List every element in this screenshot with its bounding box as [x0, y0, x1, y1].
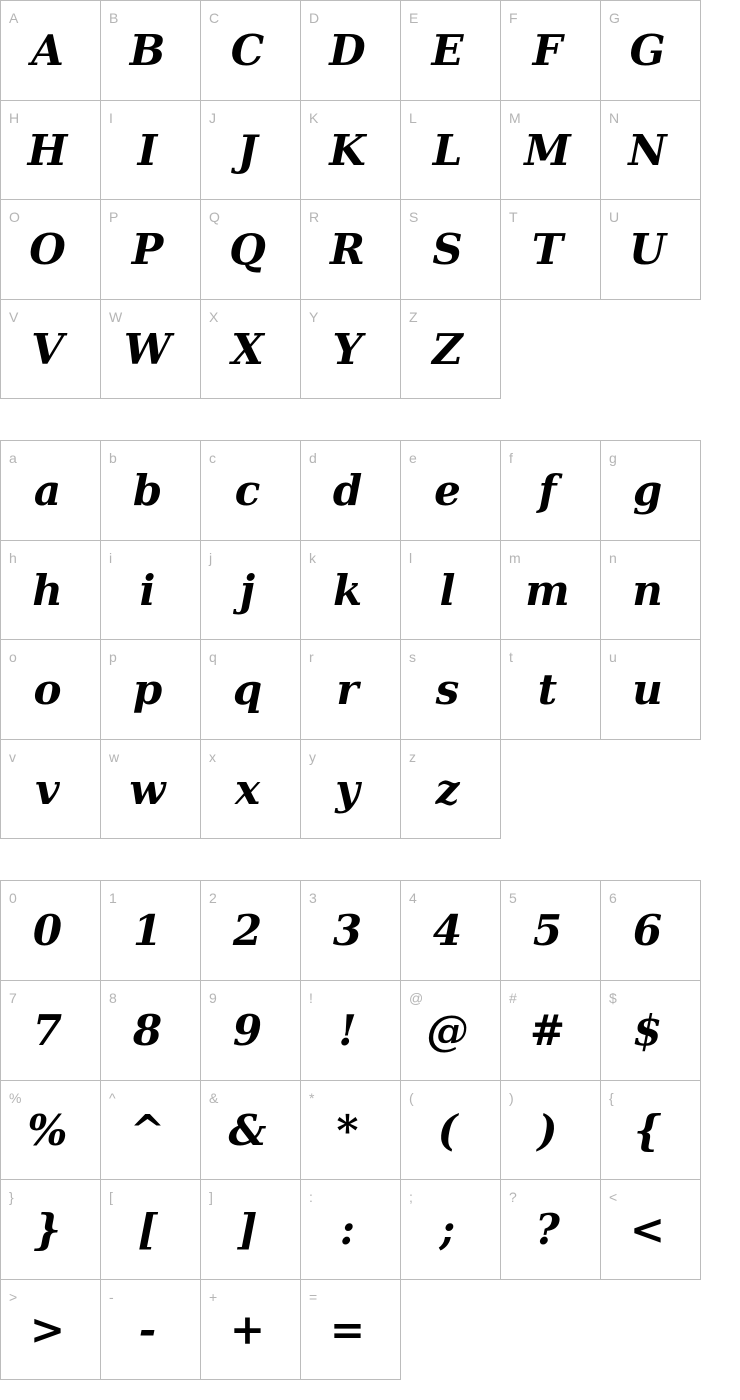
cell-character-label: [ — [109, 1189, 113, 1206]
glyph-cell — [1, 1280, 101, 1380]
glyph-cell — [1, 1180, 101, 1280]
uppercase-glyph-grid — [0, 0, 701, 399]
glyph-preview: q — [232, 665, 263, 715]
glyph-cell — [401, 541, 501, 641]
cell-character-label: > — [9, 1289, 18, 1306]
cell-character-label: ^ — [109, 1089, 116, 1106]
cell-character-label: ! — [309, 989, 313, 1006]
glyph-cell — [101, 740, 201, 840]
glyph-preview: w — [129, 764, 166, 814]
glyph-cell — [301, 740, 401, 840]
cell-character-label: < — [609, 1189, 618, 1206]
glyph-preview: 0 — [32, 906, 63, 955]
glyph-preview: 7 — [32, 1005, 63, 1055]
glyph-cell — [301, 1, 401, 101]
glyph-preview: * — [336, 1105, 359, 1155]
glyph-preview: S — [432, 225, 463, 274]
cell-character-label: ) — [509, 1089, 514, 1106]
glyph-cell — [101, 1, 201, 101]
glyph-preview: ; — [439, 1205, 456, 1255]
glyph-preview: 2 — [232, 906, 263, 955]
glyph-preview: 4 — [432, 906, 463, 955]
glyph-cell — [101, 881, 201, 981]
glyph-cell — [1, 200, 101, 300]
glyph-preview: U — [629, 225, 666, 274]
glyph-preview: o — [33, 665, 62, 715]
glyph-preview: M — [524, 125, 571, 175]
glyph-cell — [301, 981, 401, 1081]
cell-character-label: & — [209, 1089, 219, 1106]
glyph-cell — [401, 300, 501, 400]
cell-character-label: q — [209, 649, 217, 666]
cell-character-label: Q — [209, 209, 220, 225]
glyph-cell — [201, 300, 301, 400]
glyph-preview: ? — [535, 1205, 560, 1255]
glyph-cell — [201, 981, 301, 1081]
glyph-preview: Q — [229, 225, 266, 274]
glyph-preview: C — [230, 26, 265, 75]
glyph-cell — [501, 640, 601, 740]
glyph-cell — [501, 1180, 601, 1280]
cell-character-label: % — [9, 1089, 22, 1106]
glyph-cell — [401, 1, 501, 101]
cell-character-label: F — [509, 10, 518, 26]
cell-character-label: w — [109, 748, 120, 765]
glyph-cell — [501, 981, 601, 1081]
glyph-cell — [1, 541, 101, 641]
cell-character-label: 1 — [109, 890, 117, 906]
cell-character-label: ( — [409, 1089, 414, 1106]
glyph-cell — [301, 1081, 401, 1181]
cell-character-label: 0 — [9, 890, 17, 906]
cell-character-label: @ — [409, 989, 424, 1006]
glyph-cell — [201, 541, 301, 641]
glyph-preview: i — [139, 565, 156, 615]
cell-character-label: ; — [409, 1189, 413, 1206]
cell-character-label: u — [609, 649, 617, 666]
glyph-preview: z — [435, 764, 460, 814]
glyph-preview: ] — [237, 1205, 258, 1255]
glyph-preview: < — [629, 1205, 666, 1255]
glyph-cell — [601, 981, 701, 1081]
cell-character-label: P — [109, 209, 119, 225]
cell-character-label: I — [109, 109, 113, 126]
glyph-cell — [201, 441, 301, 541]
glyph-cell — [101, 300, 201, 400]
cell-character-label: : — [309, 1189, 313, 1206]
glyph-preview: l — [439, 565, 456, 615]
cell-character-label: E — [409, 10, 419, 26]
glyph-preview: R — [330, 225, 365, 274]
cell-character-label: 8 — [109, 989, 117, 1006]
glyph-preview: 9 — [232, 1005, 263, 1055]
glyph-cell — [101, 981, 201, 1081]
glyph-cell — [1, 881, 101, 981]
glyph-cell — [601, 640, 701, 740]
glyph-cell — [1, 300, 101, 400]
glyph-cell — [1, 101, 101, 201]
glyph-cell — [201, 1280, 301, 1380]
glyph-preview: E — [431, 26, 464, 75]
cell-character-label: L — [409, 109, 417, 126]
cell-character-label: a — [9, 450, 17, 466]
glyph-preview: t — [537, 665, 558, 715]
glyph-cell — [1, 441, 101, 541]
cell-character-label: 5 — [509, 890, 517, 906]
cell-character-label: h — [9, 549, 17, 566]
glyph-preview: f — [538, 466, 557, 515]
glyph-cell — [601, 441, 701, 541]
cell-character-label: o — [9, 649, 17, 666]
glyph-preview: T — [531, 225, 564, 274]
cell-character-label: p — [109, 649, 117, 666]
glyph-preview: g — [632, 466, 663, 515]
glyph-preview: D — [329, 26, 366, 75]
cell-character-label: B — [109, 10, 119, 26]
glyph-preview: V — [31, 324, 64, 374]
glyph-cell — [1, 981, 101, 1081]
glyph-preview: O — [29, 225, 66, 274]
glyph-preview: n — [632, 565, 663, 615]
glyph-cell — [301, 640, 401, 740]
glyph-cell — [401, 981, 501, 1081]
glyph-cell — [201, 1081, 301, 1181]
glyph-preview: h — [32, 565, 63, 615]
glyph-cell — [601, 1180, 701, 1280]
glyph-cell — [601, 881, 701, 981]
cell-character-label: ? — [509, 1189, 517, 1206]
cell-character-label: W — [109, 308, 123, 325]
glyph-preview: r — [336, 665, 359, 715]
glyph-cell — [1, 640, 101, 740]
glyph-cell — [601, 101, 701, 201]
glyph-cell — [301, 1280, 401, 1380]
glyph-cell — [601, 1081, 701, 1181]
glyph-preview: x — [234, 764, 261, 814]
cell-character-label: j — [209, 549, 213, 566]
cell-character-label: b — [109, 450, 117, 466]
glyph-preview: G — [629, 26, 666, 75]
cell-character-label: 9 — [209, 989, 217, 1006]
glyph-cell — [501, 441, 601, 541]
cell-character-label: Y — [309, 308, 319, 325]
glyph-cell — [301, 441, 401, 541]
cell-character-label: = — [309, 1289, 318, 1306]
glyph-cell — [101, 541, 201, 641]
cell-character-label: n — [609, 549, 617, 566]
glyph-preview: v — [35, 764, 60, 814]
glyph-preview: 3 — [332, 906, 363, 955]
glyph-cell — [1, 1, 101, 101]
cell-character-label: - — [109, 1289, 114, 1306]
glyph-preview: j — [239, 565, 256, 615]
cell-character-label: f — [509, 450, 513, 466]
glyph-preview: d — [332, 466, 363, 515]
cell-character-label: C — [209, 10, 220, 26]
cell-character-label: z — [409, 748, 416, 765]
glyph-preview: F — [532, 26, 563, 75]
glyph-cell — [501, 541, 601, 641]
cell-character-label: 3 — [309, 890, 317, 906]
glyph-preview: a — [33, 466, 62, 515]
glyph-cell — [101, 1081, 201, 1181]
glyph-preview: { — [633, 1105, 661, 1155]
glyph-cell — [401, 640, 501, 740]
cell-character-label: t — [509, 649, 513, 666]
glyph-cell — [201, 740, 301, 840]
glyph-preview: I — [137, 125, 158, 175]
cell-character-label: c — [209, 450, 216, 466]
glyph-cell — [601, 1, 701, 101]
glyph-preview: b — [132, 466, 163, 515]
cell-character-label: s — [409, 649, 416, 666]
glyph-cell — [401, 200, 501, 300]
cell-character-label: $ — [609, 989, 617, 1006]
cell-character-label: D — [309, 10, 320, 26]
glyph-preview: [ — [137, 1205, 158, 1255]
glyph-cell — [201, 1, 301, 101]
glyph-cell — [301, 300, 401, 400]
glyph-cell — [401, 881, 501, 981]
cell-character-label: d — [309, 450, 317, 466]
glyph-cell — [1, 1081, 101, 1181]
glyph-cell — [501, 101, 601, 201]
glyph-preview: Z — [432, 324, 463, 374]
cell-character-label: K — [309, 109, 319, 126]
glyph-cell — [401, 1180, 501, 1280]
glyph-preview: @ — [426, 1005, 469, 1055]
glyph-preview: } — [33, 1205, 61, 1255]
glyph-preview: K — [329, 125, 366, 175]
cell-character-label: J — [209, 109, 216, 126]
cell-character-label: M — [509, 109, 521, 126]
glyph-cell — [401, 101, 501, 201]
glyph-cell — [201, 101, 301, 201]
glyph-preview: 1 — [132, 906, 163, 955]
cell-character-label: N — [609, 109, 620, 126]
cell-character-label: ] — [209, 1189, 213, 1206]
glyph-preview: ) — [537, 1105, 558, 1155]
cell-character-label: 4 — [409, 890, 417, 906]
glyph-cell — [401, 1081, 501, 1181]
cell-character-label: 6 — [609, 890, 617, 906]
glyph-cell — [401, 441, 501, 541]
glyph-cell — [1, 740, 101, 840]
glyph-cell — [201, 1180, 301, 1280]
glyph-preview: W — [123, 324, 172, 374]
cell-character-label: r — [309, 649, 314, 666]
glyph-cell — [101, 441, 201, 541]
glyph-cell — [301, 1180, 401, 1280]
glyph-preview: L — [432, 125, 463, 175]
cell-character-label: k — [309, 549, 316, 566]
cell-character-label: # — [509, 989, 517, 1006]
glyph-cell — [201, 200, 301, 300]
glyph-preview: y — [335, 764, 360, 814]
digits-symbols-glyph-grid — [0, 880, 701, 1380]
glyph-preview: : — [339, 1205, 356, 1255]
glyph-preview: s — [435, 665, 460, 715]
glyph-preview: ! — [338, 1005, 357, 1055]
cell-character-label: S — [409, 209, 419, 225]
glyph-preview: p — [132, 665, 163, 715]
glyph-cell — [201, 881, 301, 981]
cell-character-label: T — [509, 209, 518, 225]
cell-character-label: y — [309, 748, 316, 765]
glyph-preview: % — [27, 1105, 68, 1155]
glyph-cell — [201, 640, 301, 740]
glyph-preview: e — [434, 466, 461, 515]
cell-character-label: { — [609, 1089, 614, 1106]
cell-character-label: l — [409, 549, 413, 566]
glyph-cell — [301, 200, 401, 300]
glyph-preview: H — [27, 125, 68, 175]
cell-character-label: R — [309, 209, 320, 225]
glyph-preview: Y — [332, 324, 363, 374]
glyph-preview: u — [632, 665, 663, 715]
glyph-preview: X — [231, 324, 264, 374]
cell-character-label: X — [209, 308, 219, 325]
cell-character-label: } — [9, 1189, 14, 1206]
glyph-preview: A — [31, 26, 64, 75]
cell-character-label: V — [9, 308, 19, 325]
glyph-cell — [101, 200, 201, 300]
glyph-preview: # — [529, 1005, 566, 1055]
cell-character-label: x — [209, 748, 216, 765]
cell-character-label: Z — [409, 308, 418, 325]
cell-character-label: g — [609, 450, 617, 466]
glyph-preview: 8 — [132, 1005, 163, 1055]
glyph-preview: k — [332, 565, 363, 615]
glyph-preview: = — [329, 1305, 366, 1355]
glyph-cell — [601, 200, 701, 300]
cell-character-label: e — [409, 450, 417, 466]
glyph-cell — [101, 1180, 201, 1280]
glyph-cell — [101, 1280, 201, 1380]
cell-character-label: 7 — [9, 989, 17, 1006]
glyph-preview: ^ — [129, 1105, 166, 1155]
glyph-preview: B — [129, 26, 166, 75]
glyph-preview: c — [234, 466, 261, 515]
glyph-preview: $ — [632, 1005, 663, 1055]
glyph-cell — [301, 881, 401, 981]
cell-character-label: H — [9, 109, 20, 126]
glyph-cell — [301, 541, 401, 641]
glyph-cell — [401, 740, 501, 840]
cell-character-label: i — [109, 549, 113, 566]
cell-character-label: + — [209, 1289, 218, 1306]
glyph-cell — [301, 101, 401, 201]
glyph-preview: m — [525, 565, 570, 615]
cell-character-label: G — [609, 10, 620, 26]
glyph-cell — [101, 101, 201, 201]
glyph-preview: P — [131, 225, 164, 274]
glyph-cell — [101, 640, 201, 740]
glyph-preview: N — [628, 125, 667, 175]
glyph-cell — [501, 1081, 601, 1181]
glyph-preview: ( — [437, 1105, 458, 1155]
glyph-preview: 6 — [632, 906, 663, 955]
cell-character-label: * — [309, 1089, 315, 1106]
glyph-preview: > — [29, 1305, 66, 1355]
glyph-cell — [501, 200, 601, 300]
glyph-preview: - — [138, 1305, 157, 1355]
glyph-preview: + — [229, 1305, 266, 1355]
cell-character-label: m — [509, 549, 521, 566]
glyph-cell — [601, 541, 701, 641]
glyph-preview: 5 — [532, 906, 563, 955]
cell-character-label: 2 — [209, 890, 217, 906]
cell-character-label: v — [9, 748, 16, 765]
glyph-preview: & — [228, 1105, 267, 1155]
cell-character-label: A — [9, 10, 19, 26]
glyph-preview: J — [237, 125, 258, 175]
glyph-cell — [501, 881, 601, 981]
cell-character-label: U — [609, 209, 620, 225]
lowercase-glyph-grid — [0, 440, 701, 839]
cell-character-label: O — [9, 209, 20, 225]
glyph-cell — [501, 1, 601, 101]
